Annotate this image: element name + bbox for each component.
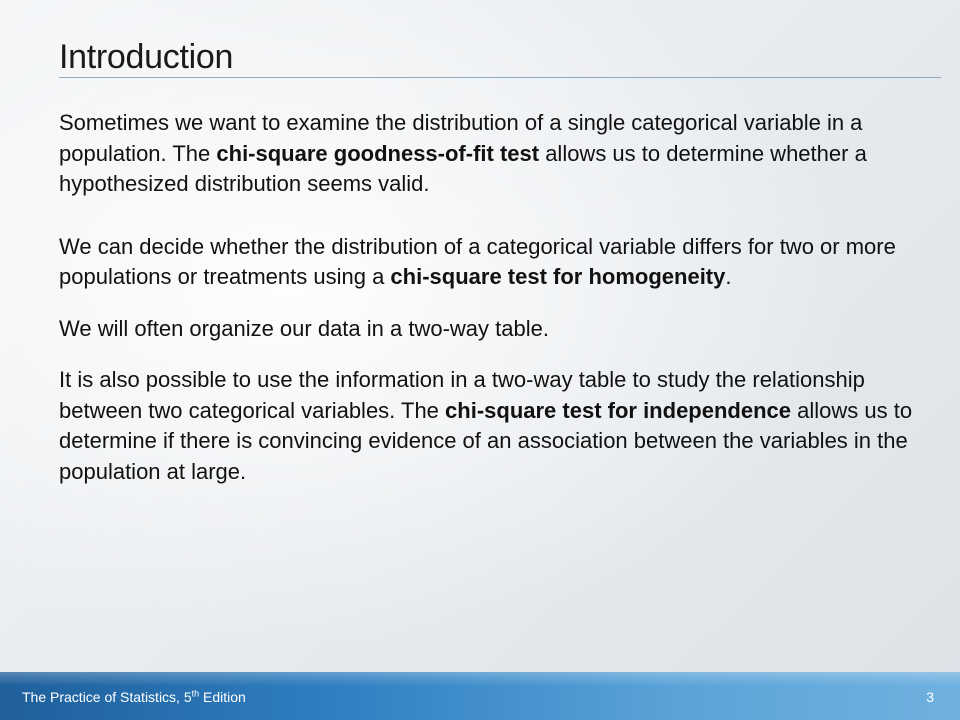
footer-edition-superscript: th [191,688,200,699]
footer-book-prefix: The Practice of Statistics, 5 [22,689,192,705]
paragraph-text: . [725,264,732,289]
footer-book-title [22,689,246,705]
paragraph-text: Sometimes we want to examine the distribution of a single categorical variable in a population. The [59,110,863,166]
footer-bar [0,672,960,720]
paragraph-text: We can decide whether the distribution of a categorical variable differs for two or more populations or treatments using a [59,233,896,289]
paragraph-homogeneity [59,232,929,293]
footer-book-suffix: Edition [199,689,246,705]
paragraph-text: allows us to determine if there is convincing evidence of an association between the variables in the population at large. [59,397,913,484]
title-divider [59,77,941,78]
page-number: 3 [926,689,934,705]
slide-title: Introduction [59,38,234,76]
paragraph-text: allows us to determine whether a hypothesized distribution seems valid. [59,140,867,196]
paragraph-goodness-of-fit [59,108,929,200]
paragraph-independence [59,365,929,487]
paragraph-two-way-table [59,314,929,345]
term-independence: chi-square test for independence [445,397,791,423]
slide-body [59,108,929,487]
paragraph-text: We will often organize our data in a two-way table. [59,315,549,341]
term-homogeneity: chi-square test for homogeneity [390,264,726,289]
term-goodness-of-fit: chi-square goodness-of-fit test [216,140,540,166]
paragraph-text: It is also possible to use the information in a two-way table to study the relationship between two categorical variables. The [59,367,865,423]
